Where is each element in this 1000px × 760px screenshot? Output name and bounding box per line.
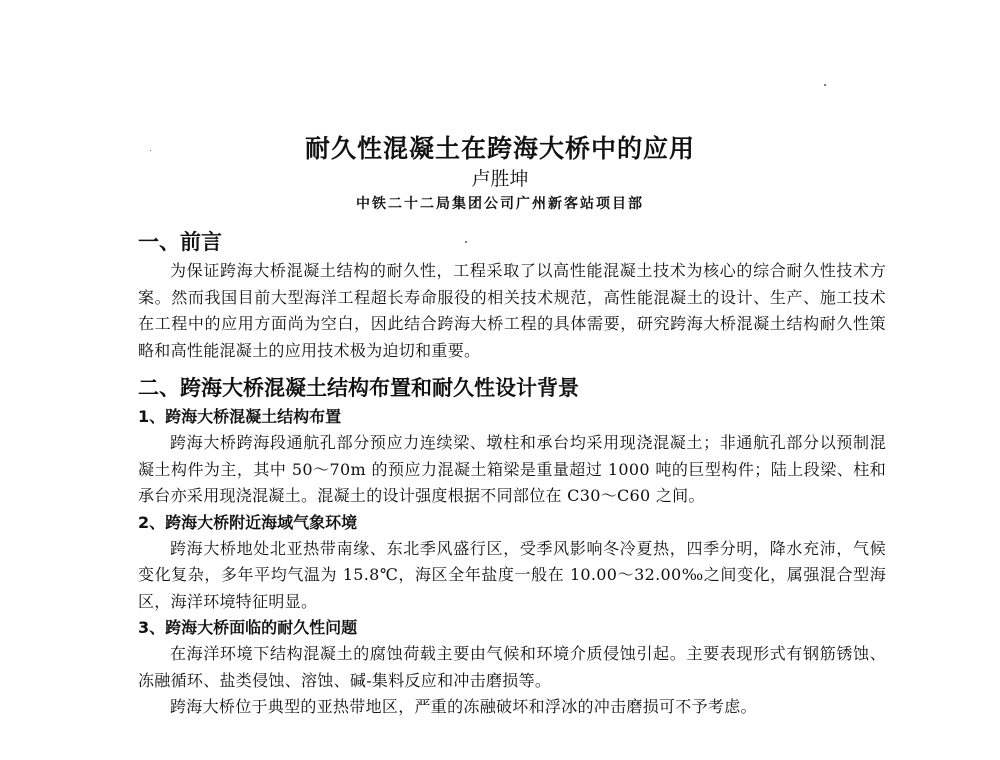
paper-title: 耐久性混凝土在跨海大桥中的应用	[304, 134, 695, 163]
paper-affiliation: 中铁二十二局集团公司广州新客站项目部	[356, 196, 644, 212]
section-heading-background: 二、跨海大桥混凝土结构布置和耐久性设计背景	[138, 376, 579, 400]
preface-paragraph: 为保证跨海大桥混凝土结构的耐久性，工程采取了以高性能混凝土技术为核心的综合耐久性技术方案。然而我国目前大型海洋工程超长寿命服役的相关技术规范，高性能混凝土的设计、生产、施工技术在工程中的应用方面尚为空白，因此结合跨海大桥工程的具体需要，研究跨海大桥混凝土结构耐久性策略和高性能混凝土的应用技术极为迫切和重要。	[138, 261, 886, 360]
paper-body	[138, 226, 886, 721]
durability-paragraph: 在海洋环境下结构混凝土的腐蚀荷载主要由气候和环境介质侵蚀引起。主要表现形式有钢筋锈蚀、冻融循环、盐类侵蚀、溶蚀、碱-集料反应和冲击磨损等。	[138, 644, 886, 690]
paper-author: 卢胜坤	[471, 168, 529, 190]
section-heading-preface: 一、前言	[138, 230, 222, 254]
durability-paragraph-continued: 跨海大桥位于典型的亚热带地区，严重的冻融破坏和浮冰的冲击磨损可不予考虑。	[170, 697, 757, 716]
climate-paragraph: 跨海大桥地处北亚热带南缘、东北季风盛行区，受季风影响冬冷夏热，四季分明，降水充沛，气候变化复杂，多年平均气温为 15.8℃，海区全年盐度一般在 10.00～32.00‰之间变化，属强混合型海区，海洋环境特征明显。	[138, 538, 886, 611]
subsection-heading-layout: 1、跨海大桥混凝土结构布置	[138, 407, 342, 426]
subsection-heading-durability: 3、跨海大桥面临的耐久性问题	[138, 618, 358, 637]
layout-paragraph: 跨海大桥跨海段通航孔部分预应力连续梁、墩柱和承台均采用现浇混凝土；非通航孔部分以预制混凝土构件为主，其中 50～70m 的预应力混凝土箱梁是重量超过 1000 吨的巨型构件；陆上段梁、柱和承台亦采用现浇混凝土。混凝土的设计强度根据不同部位在 C30～C60 之间。	[138, 433, 886, 505]
scan-speck	[824, 84, 826, 86]
subsection-heading-climate: 2、跨海大桥附近海域气象环境	[138, 512, 358, 532]
